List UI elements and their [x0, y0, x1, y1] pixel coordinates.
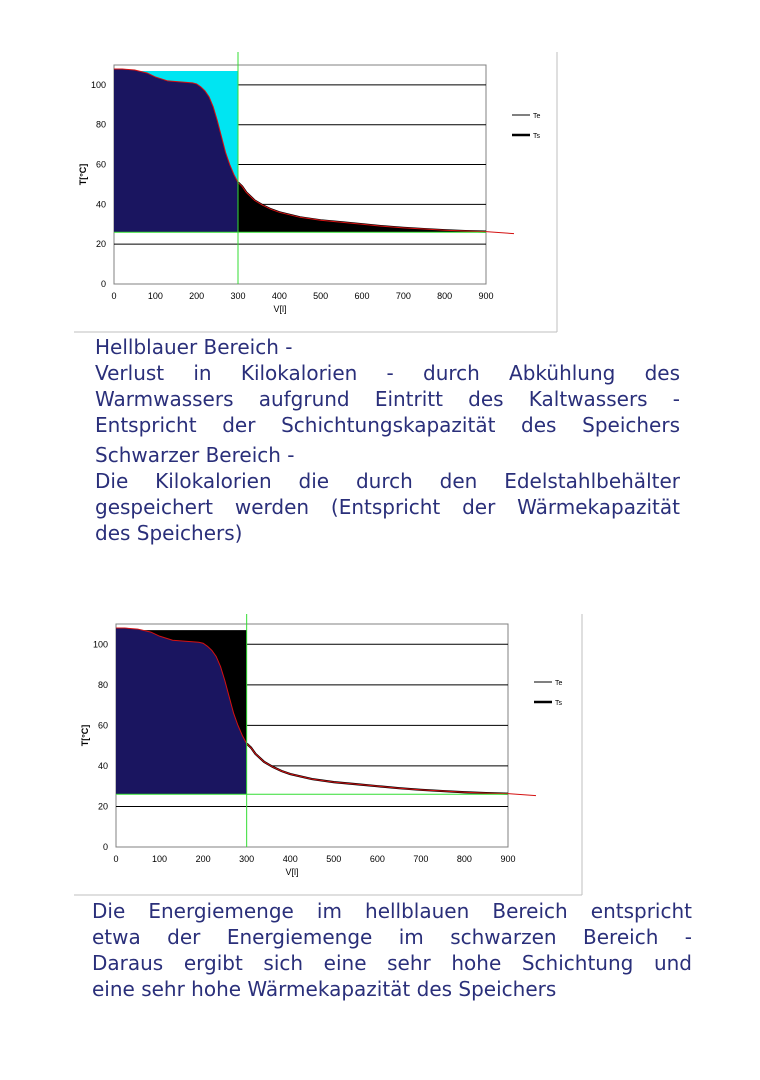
caption-2-line-2: etwa der Energiemenge im schwarzen Bereich -	[92, 925, 692, 949]
caption-2-line-3: Daraus ergibt sich eine sehr hohe Schichtung und	[92, 951, 692, 975]
chart-1-xlabel: V[l]	[273, 304, 287, 314]
chart-1-xtick-0: 0	[111, 291, 117, 301]
chart-2-xtick-200: 200	[195, 854, 211, 864]
chart-1-xtick-900: 900	[478, 291, 494, 301]
chart-2-ytick-60: 60	[97, 720, 108, 731]
caption-1-line-1: Hellblauer Bereich -	[95, 335, 293, 359]
caption-2-line-1: Die Energiemenge im hellblauen Bereich entspricht	[92, 899, 692, 923]
caption-1-line-6: Die Kilokalorien die durch den Edelstahlbehälter	[95, 469, 680, 493]
chart-1-xtick-400: 400	[271, 291, 287, 301]
caption-1-line-4: Entspricht der Schichtungskapazität des Speichers	[95, 413, 680, 437]
chart-2-ytick-0: 0	[102, 842, 108, 852]
chart-1-legend-ts-label: Ts	[533, 133, 540, 140]
chart-2-xtick-0: 0	[113, 854, 119, 864]
chart-1-xtick-100: 100	[147, 291, 163, 301]
chart-1-ytick-100: 100	[90, 79, 106, 90]
chart-1-ylabel: T[°C]	[78, 163, 88, 186]
chart-2-legend-ts-label: Ts	[555, 700, 562, 707]
chart-2-xtick-900: 900	[500, 854, 516, 864]
chart-1-xtick-700: 700	[395, 291, 411, 301]
chart-2-xtick-800: 800	[456, 854, 472, 864]
caption-1-line-3: Warmwassers aufgrund Eintritt des Kaltwassers -	[95, 387, 680, 411]
chart-2	[74, 614, 589, 898]
chart-1	[74, 52, 564, 334]
caption-1-line-7: gespeichert werden (Entspricht der Wärmekapazität	[95, 495, 680, 519]
chart-1-xtick-800: 800	[437, 291, 453, 301]
caption-1	[95, 334, 680, 546]
chart-1-xtick-600: 600	[354, 291, 370, 301]
caption-2-line-4: eine sehr hohe Wärmekapazität des Speichers	[92, 977, 557, 1001]
caption-2	[92, 898, 692, 1002]
chart-1-ytick-20: 20	[95, 239, 106, 250]
chart-2-xtick-100: 100	[152, 854, 168, 864]
caption-1-line-8: des Speichers)	[95, 521, 243, 545]
chart-2-ytick-20: 20	[97, 801, 108, 812]
chart-2-legend-te-label: Te	[555, 680, 563, 687]
chart-2-xtick-700: 700	[413, 854, 429, 864]
chart-2-ytick-100: 100	[92, 639, 108, 650]
chart-2-ytick-80: 80	[97, 679, 108, 690]
chart-1-ytick-80: 80	[95, 119, 106, 130]
caption-1-line-2: Verlust in Kilokalorien - durch Abkühlung des	[95, 361, 680, 385]
chart-1-legend-te-label: Te	[533, 113, 541, 120]
chart-2-ytick-40: 40	[97, 760, 108, 771]
chart-2-xtick-600: 600	[369, 854, 385, 864]
chart-2-xtick-300: 300	[239, 854, 255, 864]
chart-1-ytick-0: 0	[100, 279, 106, 289]
chart-1-xtick-300: 300	[230, 291, 246, 301]
chart-1-ytick-40: 40	[95, 199, 106, 210]
chart-2-ylabel: T[°C]	[80, 724, 90, 747]
chart-2-xlabel: V[l]	[285, 867, 299, 877]
chart-1-xtick-200: 200	[189, 291, 205, 301]
chart-2-xtick-500: 500	[326, 854, 342, 864]
chart-1-ytick-60: 60	[95, 159, 106, 170]
caption-1-line-5: Schwarzer Bereich -	[95, 443, 295, 467]
chart-1-xtick-500: 500	[313, 291, 329, 301]
chart-2-xtick-400: 400	[282, 854, 298, 864]
